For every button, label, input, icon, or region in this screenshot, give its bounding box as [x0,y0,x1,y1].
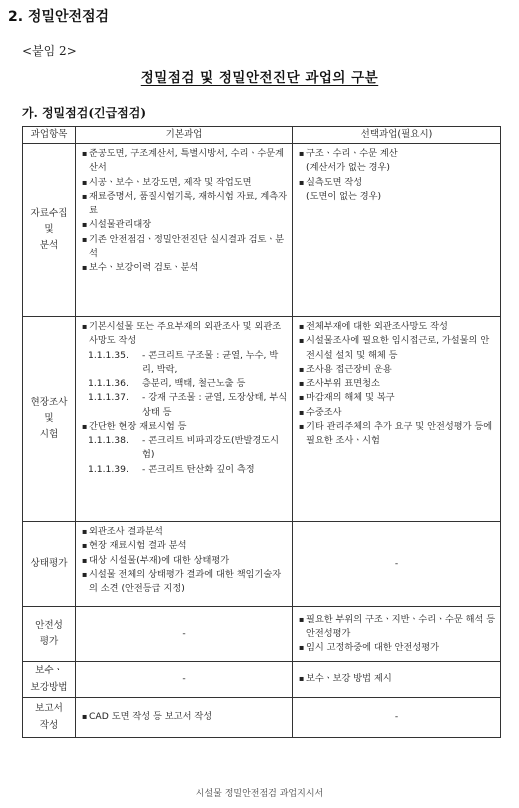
square-bullet-icon: ▪ [82,191,88,201]
list-item-text: 기본시설물 또는 주요부재의 외관조사 및 외관조사망도 작성 [89,321,282,347]
list-item-text: 임시 고정하중에 대한 안전성평가 [306,642,440,654]
basic-task-cell [76,522,293,607]
list-item-text: 조사용 접근장비 운용 [306,363,392,375]
list-item [299,363,496,377]
category-line: 시험 [39,429,59,441]
list-item [82,261,288,275]
list-item-text: 외관조사 결과분석 [89,526,163,537]
sub-item-number: 1.1.1.35. [88,349,129,361]
list-item [299,147,496,161]
list-item [82,218,288,232]
subsection-title: 가. 정밀점검(긴급점검) [22,106,147,120]
list-item-text: 필요한 부위의 구조ㆍ지반ㆍ수리ㆍ수문 해석 등 안전성평가 [306,613,496,639]
square-bullet-icon: ▪ [299,177,305,187]
header-optional-task: 선택과업(필요시) [293,127,501,144]
list-item-text: 기타 관리주체의 추가 요구 및 안전성평가 등에 필요한 조사ㆍ시험 [306,420,493,446]
list-item [82,710,288,724]
optional-task-cell [293,607,501,662]
list-item [82,147,288,176]
square-bullet-icon: ▪ [299,393,305,403]
table-row [23,698,501,738]
list-item-text: 준공도면, 구조계산서, 특별시방서, 수리ㆍ수문계산서 [89,148,285,174]
optional-task-cell: - [293,522,501,607]
list-item-text: CAD 도면 작성 등 보고서 작성 [89,711,213,723]
row-category [23,317,76,522]
basic-task-cell [76,144,293,317]
category-line: 및 [44,412,54,424]
list-item-text: 기존 안전점검ㆍ정밀안전진단 실시결과 검토ㆍ분석 [89,233,285,259]
square-bullet-icon: ▪ [82,569,88,579]
category-line: 자료수집 [30,207,68,219]
page-footer: 시설물 정밀안전점검 과업지시서 [195,789,324,799]
square-bullet-icon: ▪ [82,234,88,244]
list-item-text: 시설물관리대장 [89,219,152,231]
square-bullet-icon: ▪ [299,322,305,331]
list-item [299,334,496,363]
square-bullet-icon: ▪ [82,712,88,722]
list-item-text: 간단한 현장 재료시험 등 [89,420,187,432]
document-title: 정밀점검 및 정밀안전진단 과업의 구분 [140,70,379,86]
sub-item-text: - 콘크리트 구조물 : 균열, 누수, 박리, 박락, [142,349,279,375]
annex-label: <붙임 2> [22,44,77,58]
list-item-text: 시설물 전체의 상태평가 결과에 대한 책임기술자의 소견 (안전등급 지정) [89,568,282,594]
list-item-text: 재료증명서, 품질시험기록, 재하시험 자료, 계측자료 [89,190,287,216]
list-item-text: 현장 재료시험 결과 분석 [89,540,187,552]
table-row [23,144,501,317]
list-item [299,672,496,686]
numbered-sub-item [82,391,288,420]
list-item-text: 보수ㆍ보강이력 검토ㆍ분석 [89,262,199,273]
list-item [299,391,496,405]
sub-item-text: 층분리, 백태, 철근노출 등 [142,378,246,389]
square-bullet-icon: ▪ [299,421,305,431]
category-line: 보수ㆍ [35,665,63,677]
list-item-text: 전체부재에 대한 외관조사망도 작성 [306,321,448,332]
category-line: 작성 [39,719,59,731]
row-category [23,144,76,317]
basic-task-cell: - [76,662,293,698]
row-category [23,698,76,738]
list-item [82,320,288,349]
list-item [82,420,288,434]
square-bullet-icon: ▪ [299,407,305,417]
optional-task-cell [293,317,501,522]
list-item [82,190,288,219]
square-bullet-icon: ▪ [299,364,305,374]
list-item [299,420,496,449]
list-item [299,176,496,190]
list-item-text: 조사부위 표면청소 [306,378,380,389]
square-bullet-icon: ▪ [82,263,88,272]
list-item-text: 구조ㆍ수리ㆍ수문 계산 [306,148,398,159]
basic-task-cell [76,317,293,522]
sub-item-number: 1.1.1.38. [88,435,129,446]
category-line: 상태평가 [30,557,68,569]
basic-task-cell [76,698,293,738]
list-item-text: 시공ㆍ보수ㆍ보강도면, 제작 및 작업도면 [89,176,252,188]
square-bullet-icon: ▪ [82,322,88,331]
square-bullet-icon: ▪ [82,177,88,187]
list-item [82,539,288,553]
square-bullet-icon: ▪ [299,336,305,346]
table-row [23,607,501,662]
numbered-sub-item [82,349,288,378]
category-line: 평가 [39,636,59,647]
task-classification-table [22,126,501,738]
square-bullet-icon: ▪ [82,220,88,230]
square-bullet-icon: ▪ [82,421,88,431]
list-item [299,406,496,420]
square-bullet-icon: ▪ [299,614,305,624]
category-line: 안전성 [35,619,63,631]
row-category [23,662,76,698]
list-item [82,525,288,539]
table-row [23,662,501,698]
square-bullet-icon: ▪ [299,643,305,653]
list-item-text: 대상 시설물(부재)에 대한 상태평가 [89,554,230,566]
sub-item-text: - 콘크리트 비파괴강도(반발경도시험) [142,435,279,461]
category-line: 및 [44,223,54,235]
table-row [23,317,501,522]
square-bullet-icon: ▪ [82,527,88,536]
list-item [299,641,496,655]
row-category [23,607,76,662]
table-header-row [23,127,501,144]
category-line: 분석 [39,240,59,252]
list-item [299,320,496,334]
list-item [82,176,288,190]
square-bullet-icon: ▪ [299,379,305,388]
plain-note: (도면이 없는 경우) [306,190,382,202]
list-item [82,554,288,568]
basic-task-cell: - [76,607,293,662]
list-item-text: 마감재의 해체 및 복구 [306,392,395,404]
plain-note: (계산서가 없는 경우) [306,162,391,174]
square-bullet-icon: ▪ [299,149,305,158]
category-line: 현장조사 [30,396,68,408]
row-category [23,522,76,607]
list-item-text: 수중조사 [306,406,342,418]
header-task-item: 과업항목 [23,127,76,144]
numbered-sub-item [82,377,288,391]
optional-task-cell [293,144,501,317]
list-item-text: 실측도면 작성 [306,176,363,188]
header-basic-task: 기본과업 [76,127,293,144]
list-item [82,233,288,262]
square-bullet-icon: ▪ [82,149,88,158]
list-item [82,568,288,597]
sub-item-text: - 강재 구조물 : 균열, 도장상태, 부식상태 등 [142,392,288,418]
sub-item-number: 1.1.1.36. [88,378,129,389]
square-bullet-icon: ▪ [299,674,305,684]
list-item [299,613,496,642]
square-bullet-icon: ▪ [82,541,88,551]
sub-item-number: 1.1.1.39. [88,463,129,475]
list-item-text: 보수ㆍ보강 방법 제시 [306,673,392,685]
numbered-sub-item [82,434,288,463]
category-line: 보고서 [35,703,63,715]
table-row [23,522,501,607]
list-item-text: 시설물조사에 필요한 임시접근로, 가설물의 안전시설 설치 및 해체 등 [306,335,490,361]
optional-task-cell [293,662,501,698]
list-item [299,377,496,391]
square-bullet-icon: ▪ [82,555,88,565]
section-title: 2. 정밀안전점검 [8,9,110,25]
sub-item-text: - 콘크리트 탄산화 깊이 측정 [142,463,255,475]
numbered-sub-item [82,463,288,477]
optional-task-cell: - [293,698,501,738]
sub-item-number: 1.1.1.37. [88,392,129,404]
category-line: 보강방법 [30,681,68,693]
